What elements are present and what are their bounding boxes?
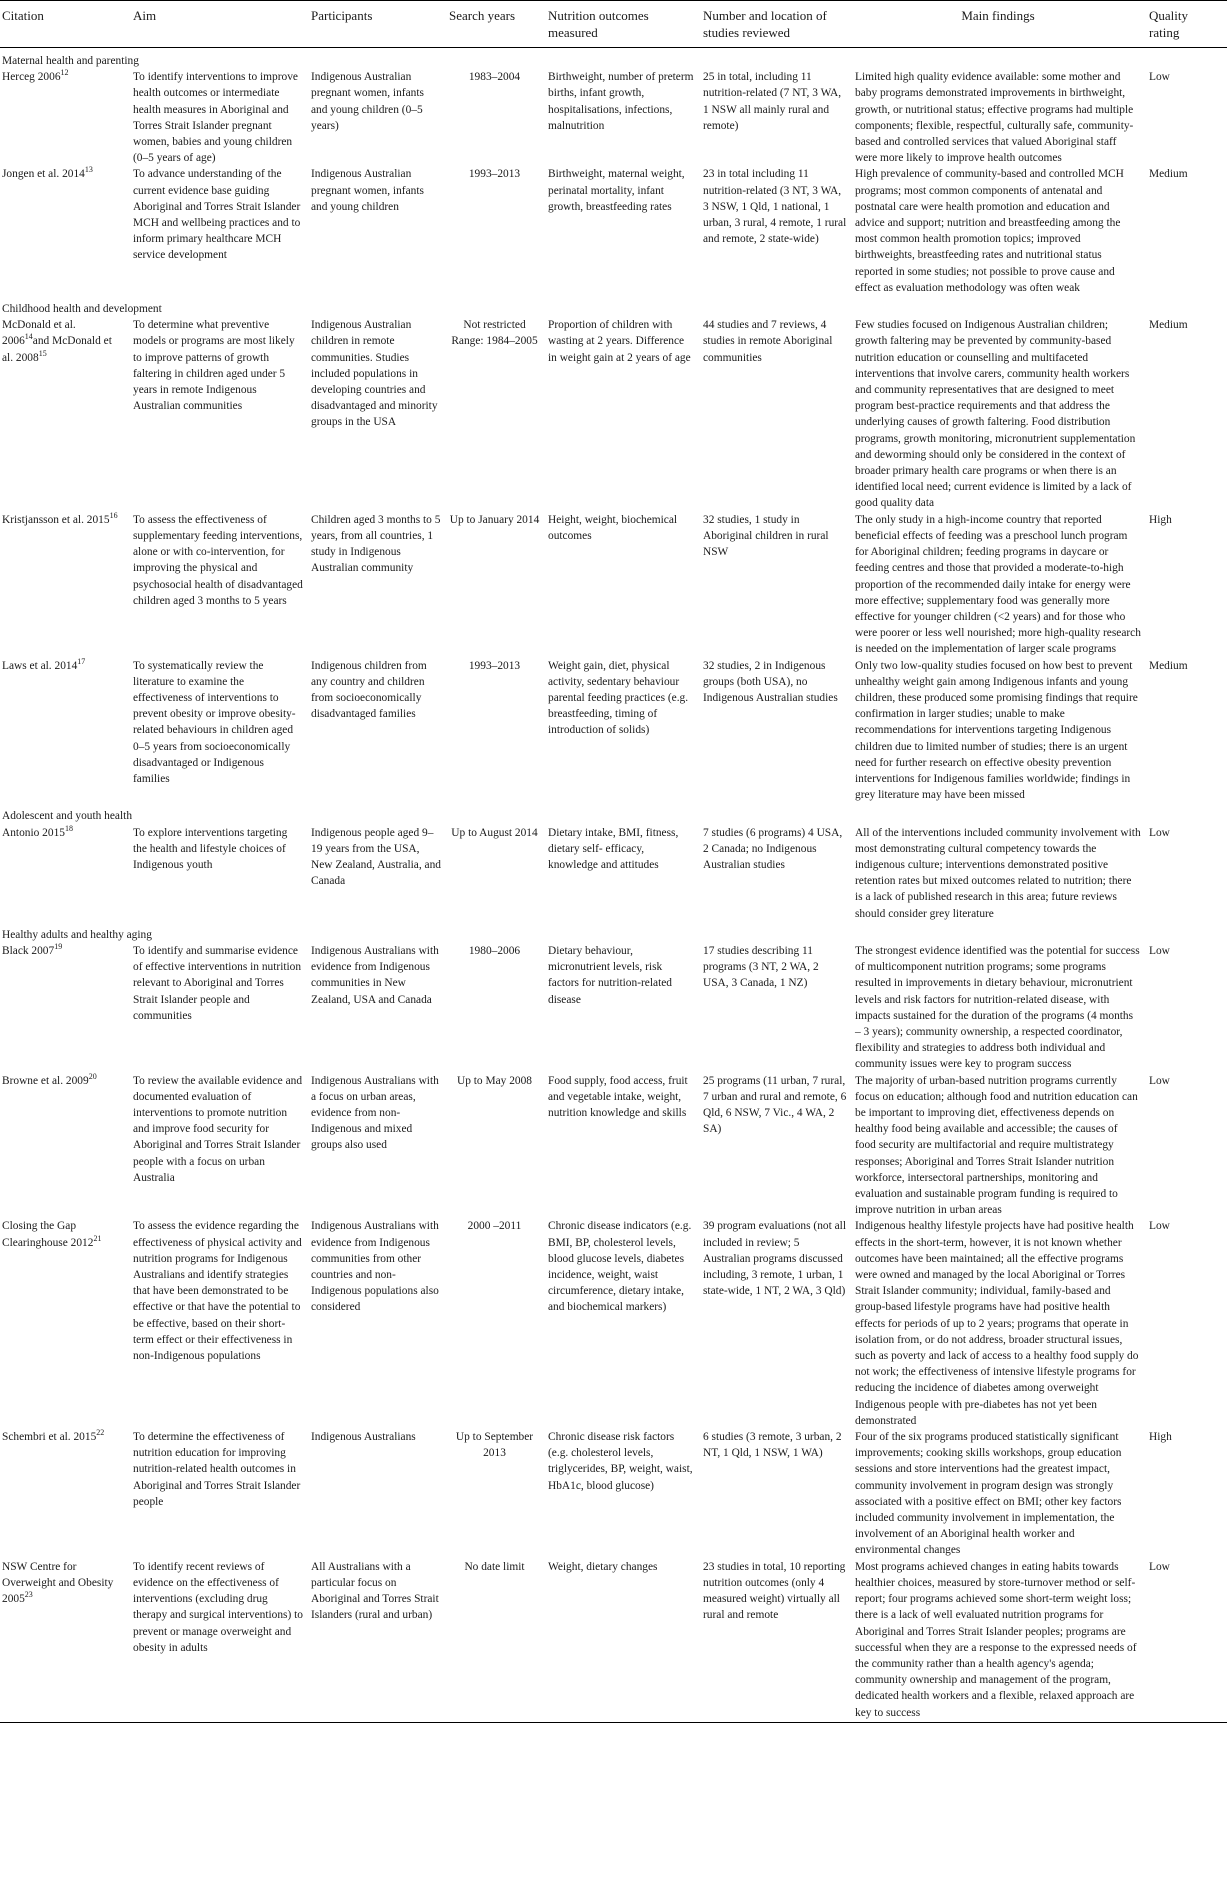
citation-reference: 23 (24, 1590, 33, 1600)
citation-reference-secondary: 15 (38, 348, 47, 358)
table-row (0, 69, 1227, 166)
participants-cell: Indigenous people aged 9–19 years from the USA, New Zealand, Australia, and Canada (311, 826, 441, 888)
outcomes-cell: Weight, dietary changes (548, 1560, 658, 1573)
section-heading-row (0, 296, 1227, 317)
search-years-cell: 1993–2013 (468, 659, 521, 672)
findings-cell: Most programs achieved changes in eating habits towards healthier choices, measured by store-turnover method or self-report; four programs achieved some short-term weight loss; there is a lack of well evaluated nutrition programs for Aboriginal and Torres Strait Islander peoples; programs are successful when they are a response to the expressed needs of the community rather than a health agency's agenda; community ownership and management of the program, dedicated health workers and a flexible, relaxed approach are key to success (855, 1560, 1137, 1719)
search-years-cell: Not restricted Range: 1984–2005 (451, 319, 538, 348)
search-years-cell: 1983–2004 (468, 71, 521, 84)
findings-cell: Few studies focused on Indigenous Australian children; growth faltering may be prevented by community-based nutrition education or counselling and multifaceted interventions that involve carers, community health workers and community representatives that are designed to meet program best-practice requirements and that address the underlying causes of growth faltering. Food distribution programs, growth monitoring, micronutrient supplementation and deworming should only be considered in the context of broader primary health care programs or when there is an identified local need; current evidence is limited by a lack of good quality data (855, 319, 1136, 510)
outcomes-cell: Chronic disease indicators (e.g. BMI, BP, cholesterol levels, blood glucose levels, diabetes incidence, weight, waist circumference, dietary intake, and biochemical markers) (548, 1220, 692, 1314)
citation-reference: 19 (54, 942, 63, 952)
table-row (0, 943, 1227, 1073)
citation-text: Closing the Gap Clearinghouse 2012 (2, 1220, 94, 1249)
citation-text: Schembri et al. 2015 (2, 1431, 97, 1444)
citation-text: Jongen et al. 2014 (2, 168, 85, 181)
search-years-cell: 1980–2006 (468, 944, 521, 957)
header-main-findings: Main findings (853, 1, 1147, 48)
citation-text: Laws et al. 2014 (2, 659, 78, 672)
quality-rating-cell: Medium (1149, 319, 1188, 332)
section-heading-row (0, 48, 1227, 70)
citation-cell (0, 943, 131, 1073)
studies-cell: 39 program evaluations (not all included in review; 5 Australian programs discussed including, 3 remote, 1 urban, 1 state-wide, 1 NT, 2 WA, 3 Qld) (703, 1220, 846, 1298)
citation-text: Browne et al. 2009 (2, 1074, 89, 1087)
citation-text: Black 2007 (2, 944, 55, 957)
citation-cell (0, 69, 131, 166)
studies-cell: 23 studies in total, 10 reporting nutrition outcomes (only 4 measured weight) virtually all rural and remote (703, 1560, 846, 1622)
aim-cell: To identify interventions to improve health outcomes or intermediate health measures in Aboriginal and Torres Strait Islander pregnant women, babies and young children (0–5 years of age) (133, 71, 298, 165)
citation-cell (0, 1429, 131, 1559)
outcomes-cell: Proportion of children with wasting at 2 years. Difference in weight gain at 2 years of age (548, 319, 691, 364)
findings-cell: The majority of urban-based nutrition programs currently focus on education; although food and nutrition education can be important to improving diet, effectiveness depends on healthy food being available and accessible; the causes of food security are multifactorial and require multistrategy responses; Aboriginal and Torres Strait Islander nutrition workforce, intersectoral partnerships, monitoring and evaluation and sustainable program funding is required to improve nutrition in urban areas (855, 1074, 1138, 1217)
search-years-cell: Up to August 2014 (451, 826, 538, 839)
table-row (0, 1429, 1227, 1559)
header-search-years: Search years (447, 1, 546, 48)
section-heading: Adolescent and youth health (2, 810, 133, 823)
findings-cell: The strongest evidence identified was the potential for success of multicomponent nutrition programs; some programs resulted in improvements in dietary behaviour, micronutrient levels and risk factors for nutrition-related disease, with impacts sustained for the duration of the programs (4 months – 3 years); community ownership, a respected coordinator, flexibility and strategies to address both individual and community issues were key to program success (855, 944, 1140, 1071)
quality-rating-cell: High (1149, 513, 1172, 526)
findings-cell: Four of the six programs produced statistically significant improvements; cooking skills workshops, group education sessions and store interventions had the greatest impact, community involvement in program design was strongly associated with a positive effect on BMI; other key factors included community involvement in implementation, the involvement of an Aboriginal health worker and environmental changes (855, 1431, 1122, 1557)
citation-text: McDonald et al. 2006 (2, 319, 76, 348)
outcomes-cell: Chronic disease risk factors (e.g. cholesterol levels, triglycerides, BP, weight, waist, HbA1c, blood glucose) (548, 1431, 693, 1492)
citation-reference: 21 (93, 1233, 102, 1243)
table-row (0, 825, 1227, 922)
citation-text: Herceg 2006 (2, 71, 61, 84)
studies-cell: 32 studies, 1 study in Aboriginal children in rural NSW (703, 513, 829, 559)
aim-cell: To assess the effectiveness of supplementary feeding interventions, alone or with co-intervention, for improving the physical and psychosocial health of disadvantaged children aged 3 months to 5 years (133, 513, 303, 607)
table-row (0, 1073, 1227, 1219)
studies-cell: 25 in total, including 11 nutrition-related (7 NT, 3 WA, 1 NSW all mainly rural and remote) (703, 71, 842, 132)
citation-text: Kristjansson et al. 2015 (2, 513, 110, 526)
citation-reference: 17 (77, 657, 86, 666)
citation-cell (0, 658, 131, 804)
participants-cell: Indigenous Australian pregnant women, infants and young children (0–5 years) (311, 71, 424, 132)
participants-cell: Indigenous Australian pregnant women, infants and young children (311, 168, 424, 213)
participants-cell: All Australians with a particular focus on Aboriginal and Torres Strait Islanders (rural and urban) (311, 1560, 439, 1622)
outcomes-cell: Dietary behaviour, micronutrient levels, risk factors for nutrition-related disease (548, 944, 672, 1006)
table-row (0, 166, 1227, 296)
citation-cell (0, 1559, 131, 1721)
aim-cell: To determine what preventive models or programs are most likely to improve patterns of growth faltering in children aged under 5 years in remote Indigenous Australian communities (133, 319, 295, 413)
outcomes-cell: Height, weight, biochemical outcomes (548, 513, 678, 542)
participants-cell: Indigenous Australian children in remote communities. Studies included populations in developing countries and disadvantaged and minority groups in the USA (311, 319, 438, 429)
studies-cell: 17 studies describing 11 programs (3 NT, 2 WA, 2 USA, 3 Canada, 1 NZ) (703, 944, 819, 990)
studies-cell: 6 studies (3 remote, 3 urban, 2 NT, 1 Qld, 1 NSW, 1 WA) (703, 1431, 842, 1460)
participants-cell: Indigenous children from any country and children from socioeconomically disadvantaged families (311, 659, 427, 721)
citation-cell (0, 825, 131, 922)
citation-reference: 12 (60, 69, 69, 78)
aim-cell: To assess the evidence regarding the effectiveness of physical activity and nutrition programs for Indigenous Australians and identify strategies that have been demonstrated to be effective or that have the potential to be effective, based on their short-term effect or their effectiveness in non-Indigenous populations (133, 1220, 302, 1363)
table-row (0, 1218, 1227, 1429)
citation-reference: 16 (109, 511, 118, 520)
outcomes-cell: Food supply, food access, fruit and vegetable intake, weight, nutrition knowledge and skills (548, 1074, 688, 1119)
quality-rating-cell: Low (1149, 1220, 1170, 1233)
search-years-cell: Up to January 2014 (449, 513, 540, 526)
aim-cell: To determine the effectiveness of nutrition education for improving nutrition-related health outcomes in Aboriginal and Torres Strait Islander people (133, 1431, 301, 1508)
header-studies-reviewed: Number and location of studies reviewed (701, 1, 853, 48)
studies-cell: 23 in total including 11 nutrition-related (3 NT, 3 WA, 3 NSW, 1 Qld, 1 national, 1 urban, 3 rural, 4 remote, 1 rural and remote, 2 state-wide) (703, 168, 847, 246)
citation-reference: 22 (96, 1429, 105, 1438)
table-row (0, 512, 1227, 658)
citation-reference: 20 (88, 1072, 97, 1081)
participants-cell: Indigenous Australians with evidence from Indigenous communities from other countries and non-Indigenous populations also considered (311, 1220, 439, 1314)
studies-cell: 32 studies, 2 in Indigenous groups (both USA), no Indigenous Australian studies (703, 659, 838, 704)
aim-cell: To identify recent reviews of evidence on the effectiveness of interventions (excluding drug therapy and surgical interventions) to prevent or manage overweight and obesity in adults (133, 1560, 303, 1654)
section-heading-row (0, 922, 1227, 943)
citation-text: NSW Centre for Overweight and Obesity 2005 (2, 1560, 114, 1606)
citation-cell (0, 512, 131, 658)
section-heading-row (0, 803, 1227, 824)
quality-rating-cell: Medium (1149, 659, 1188, 672)
findings-cell: Only two low-quality studies focused on how best to prevent unhealthy weight gain among Indigenous infants and young children, these produced some promising findings that require confirmation in larger studies; unable to make recommendations for interventions targeting Indigenous children due to limited number of studies; there is an urgent need for further research on effective obesity prevention interventions for Indigenous families worldwide; findings in grey literature may have been missed (855, 659, 1138, 802)
aim-cell: To explore interventions targeting the health and lifestyle choices of Indigenous youth (133, 826, 288, 871)
header-participants: Participants (309, 1, 447, 48)
participants-cell: Indigenous Australians (311, 1431, 416, 1444)
search-years-cell: Up to September 2013 (455, 1431, 534, 1460)
studies-cell: 25 programs (11 urban, 7 rural, 7 urban and rural and remote, 6 Qld, 6 NSW, 7 Vic., 4 WA, 2 SA) (703, 1074, 847, 1136)
header-nutrition-outcomes: Nutrition outcomes measured (546, 1, 701, 48)
search-years-cell: Up to May 2008 (457, 1074, 532, 1087)
header-aim: Aim (131, 1, 309, 48)
citation-reference: 13 (84, 166, 93, 175)
section-heading: Maternal health and parenting (2, 55, 139, 67)
participants-cell: Indigenous Australians with evidence from Indigenous communities in New Zealand, USA and Canada (311, 944, 439, 1006)
section-heading: Healthy adults and healthy aging (2, 928, 152, 941)
quality-rating-cell: High (1149, 1431, 1172, 1444)
findings-cell: Limited high quality evidence available: some mother and baby programs demonstrated improvements in birthweight, growth, or nutritional status; effective programs had multiple components; flexible, respectful, culturally safe, community-based and controlled services that valued Aboriginal staff were more likely to improve health outcomes (855, 71, 1134, 165)
aim-cell: To advance understanding of the current evidence base guiding Aboriginal and Torres Strait Islander MCH and wellbeing practices and to inform primary healthcare MCH service development (133, 168, 301, 262)
findings-cell: The only study in a high-income country that reported beneficial effects of feeding was a preschool lunch program for Aboriginal children; feeding programs in daycare or feeding centres and those that provided a moderate-to-high proportion of the recommended daily intake for energy were more effective; supplementary food was generally more effective for younger children (<2 years) and for those who were poorer or less well nourished; more high-quality research is needed on the implementation of larger scale programs (855, 513, 1141, 656)
citation-cell (0, 166, 131, 296)
findings-cell: All of the interventions included community involvement with most demonstrating cultural competency towards the indigenous culture; interventions demonstrated positive retention rates but mixed outcomes related to nutrition; there is a lack of published research in this area; future reviews should consider grey literature (855, 826, 1141, 920)
table-row (0, 317, 1227, 511)
aim-cell: To identify and summarise evidence of effective interventions in nutrition relevant to Aboriginal and Torres Strait Islander people and communities (133, 944, 302, 1022)
quality-rating-cell: Low (1149, 826, 1170, 839)
citation-cell (0, 1218, 131, 1429)
citation-reference: 18 (64, 824, 73, 833)
search-years-cell: 2000 –2011 (467, 1220, 522, 1233)
outcomes-cell: Birthweight, number of preterm births, infant growth, hospitalisations, infections, malnutrition (548, 71, 694, 132)
outcomes-cell: Weight gain, diet, physical activity, sedentary behaviour parental feeding practices (e.g. breastfeeding, timing of introduction of solids) (548, 659, 689, 737)
findings-cell: Indigenous healthy lifestyle projects have had positive health effects in the short-term, however, it is not known whether outcomes have been maintained; all the effective programs were owned and managed by the local Aboriginal or Torres Strait Islander community; individual, family-based and group-based lifestyle programs have had positive health effects for periods of up to 2 years; programs that operate in isolation from, or do not address, broader structural issues, such as poverty and lack of access to a healthy food supply do not work; the effectiveness of intensive lifestyle programs for reducing the incidence of diabetes among overweight Indigenous people with pre-diabetes has not yet been demonstrated (855, 1220, 1139, 1427)
findings-cell: High prevalence of community-based and controlled MCH programs; most common components of antenatal and postnatal care were health promotion and education and advice and support; nutrition and breastfeeding among the most common health promotion topics; improved birthweights, breastfeeding rates and nutritional status reported in some studies; not possible to prove cause and effect as evaluation methodology was often weak (855, 168, 1124, 294)
citation-cell (0, 1073, 131, 1219)
table-row (0, 658, 1227, 804)
quality-rating-cell: Medium (1149, 168, 1188, 181)
citation-cell (0, 317, 131, 511)
outcomes-cell: Birthweight, maternal weight, perinatal mortality, infant growth, breastfeeding rates (548, 168, 685, 213)
outcomes-cell: Dietary intake, BMI, fitness, dietary self- efficacy, knowledge and attitudes (548, 826, 679, 871)
header-citation: Citation (0, 1, 131, 48)
search-years-cell: No date limit (464, 1560, 525, 1573)
quality-rating-cell: Low (1149, 1074, 1170, 1087)
participants-cell: Children aged 3 months to 5 years, from all countries, 1 study in Indigenous Australian community (311, 513, 441, 575)
header-quality-rating: Quality rating (1147, 1, 1227, 48)
aim-cell: To review the available evidence and documented evaluation of interventions to promote nutrition and improve food security for Aboriginal and Torres Strait Islander people with a focus on urban Australia (133, 1074, 303, 1184)
studies-cell: 44 studies and 7 reviews, 4 studies in remote Aboriginal communities (703, 319, 833, 364)
citation-reference: 14 (24, 332, 33, 342)
quality-rating-cell: Low (1149, 71, 1170, 84)
section-heading: Childhood health and development (2, 303, 162, 316)
studies-cell: 7 studies (6 programs) 4 USA, 2 Canada; no Indigenous Australian studies (703, 826, 843, 871)
table-bottom-rule (0, 1722, 1227, 1723)
aim-cell: To systematically review the literature to examine the effectiveness of interventions to prevent obesity or improve obesity-related behaviours in children aged 0–5 years from socioeconomically disadvantaged or Indigenous families (133, 659, 296, 785)
quality-rating-cell: Low (1149, 944, 1170, 957)
participants-cell: Indigenous Australians with a focus on urban areas, evidence from non-Indigenous and mixed groups also used (311, 1074, 439, 1152)
search-years-cell: 1993–2013 (468, 168, 521, 181)
citation-text-secondary: and McDonald et al. 2008 (2, 335, 112, 364)
table-row (0, 1559, 1227, 1721)
table-header-row (0, 1, 1227, 48)
citation-text: Antonio 2015 (2, 826, 65, 839)
quality-rating-cell: Low (1149, 1560, 1170, 1573)
